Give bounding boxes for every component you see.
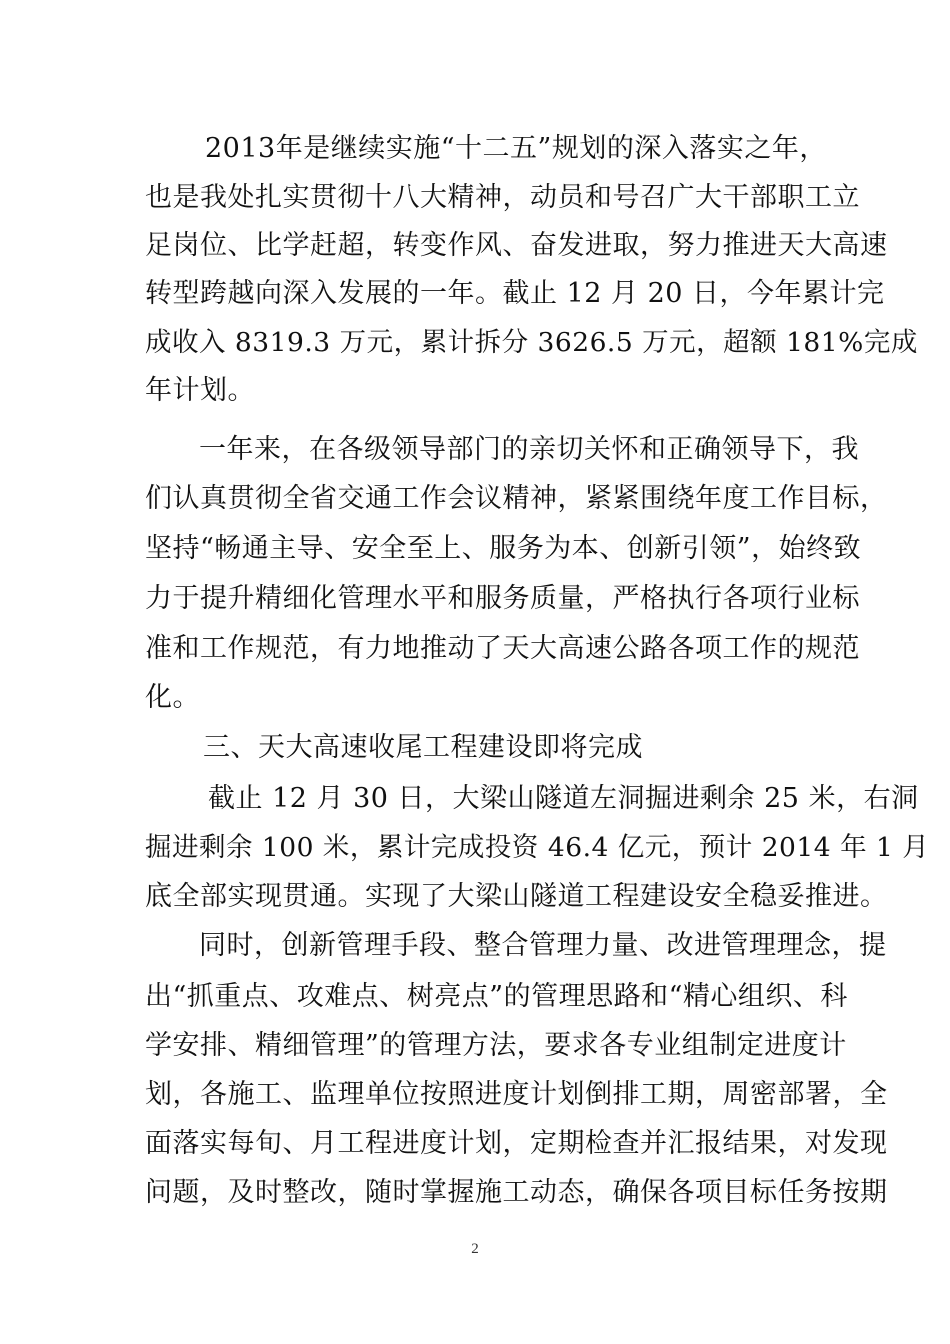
- page-number: 2: [471, 1241, 479, 1257]
- paragraph-3-line-2: 掘进剩余 100 米，累计完成投资 46.4 亿元，预计 2014 年 1 月: [145, 832, 930, 863]
- paragraph-2-line-3: 坚持“畅通主导、安全至上、服务为本、创新引领”，始终致: [145, 533, 862, 564]
- paragraph-4-line-1: 同时，创新管理手段、整合管理力量、改进管理理念，提: [199, 930, 887, 961]
- paragraph-2-line-6: 化。: [145, 682, 200, 713]
- paragraph-2-line-2: 们认真贯彻全省交通工作会议精神，紧紧围绕年度工作目标，: [145, 483, 888, 514]
- paragraph-1-line-2: 也是我处扎实贯彻十八大精神，动员和号召广大干部职工立: [145, 182, 860, 213]
- paragraph-4-line-2: 出“抓重点、攻难点、树亮点”的管理思路和“精心组织、科: [145, 981, 848, 1012]
- paragraph-1-line-1: 2013年是继续实施“十二五”规划的深入落实之年，: [205, 133, 827, 164]
- paragraph-1-line-6: 年计划。: [145, 375, 255, 406]
- paragraph-2-line-4: 力于提升精细化管理水平和服务质量，严格执行各项行业标: [145, 583, 860, 614]
- paragraph-4-line-4: 划，各施工、监理单位按照进度计划倒排工期，周密部署，全: [145, 1079, 888, 1110]
- paragraph-2-line-5: 准和工作规范，有力地推动了天大高速公路各项工作的规范: [145, 633, 860, 664]
- section-heading: 三、天大高速收尾工程建设即将完成: [203, 732, 643, 763]
- paragraph-3-line-3: 底全部实现贯通。实现了大梁山隧道工程建设安全稳妥推进。: [145, 881, 888, 912]
- paragraph-1-line-4: 转型跨越向深入发展的一年。截止 12 月 20 日，今年累计完: [145, 278, 885, 309]
- paragraph-4-line-6: 问题，及时整改，随时掌握施工动态，确保各项目标任务按期: [145, 1177, 888, 1208]
- paragraph-2-line-1: 一年来，在各级领导部门的亲切关怀和正确领导下，我: [199, 434, 859, 465]
- paragraph-1-line-3: 足岗位、比学赶超，转变作风、奋发进取，努力推进天大高速: [145, 230, 888, 261]
- paragraph-3-line-1: 截止 12 月 30 日，大梁山隧道左洞掘进剩余 25 米，右洞: [208, 783, 919, 814]
- paragraph-4-line-5: 面落实每旬、月工程进度计划，定期检查并汇报结果，对发现: [145, 1128, 888, 1159]
- paragraph-1-line-5: 成收入 8319.3 万元，累计拆分 3626.5 万元，超额 181%完成: [145, 327, 918, 358]
- paragraph-4-line-3: 学安排、精细管理”的管理方法，要求各专业组制定进度计: [145, 1030, 847, 1061]
